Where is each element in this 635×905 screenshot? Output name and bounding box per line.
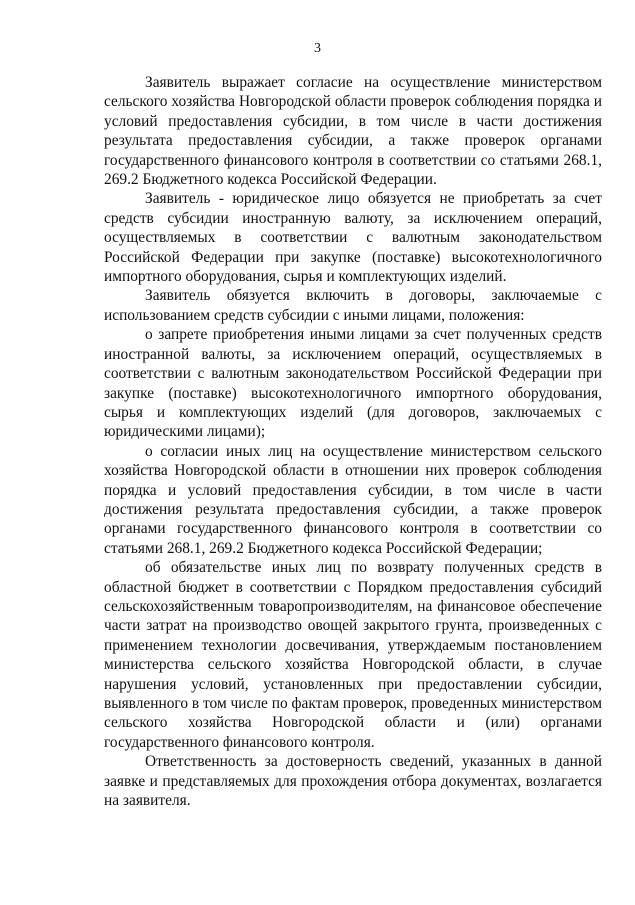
paragraph-currency-obligation: Заявитель - юридическое лицо обязуется не приобретать за счет средств субсидии иностранную валюту, за исключением операций, осуществляемых в соответствии с валютным законодательством Российской Федерации при закупке (поставке) высокотехнологичного импортного оборудования, сырья и комплектующих изделий. [104,190,602,286]
paragraph-responsibility: Ответственность за достоверность сведений, указанных в данной заявке и представляемых для прохождения отбора документах, возлагается на заявителя. [104,753,602,810]
page-number: 3 [314,41,321,56]
paragraph-currency-ban-clause: о запрете приобретения иными лицами за счет полученных средств иностранной валюты, за исключением операций, осуществляемых в соответствии с валютным законодательством Российской Федерации при закупке (поставке) высокотехнологичного импортного оборудования, сырья и комплектующих изделий (для договоров, заключаемых с юридическими лицами); [104,326,602,441]
document-body [104,73,602,810]
paragraph-contract-provisions: Заявитель обязуется включить в договоры, заключаемые с использованием средств субсидии с иными лицами, положения: [104,287,602,324]
paragraph-consent-inspections: Заявитель выражает согласие на осуществление министерством сельского хозяйства Новгородской области проверок соблюдения порядка и условий предоставления субсидии, в том числе в части достижения результата предоставления субсидии, а также проверок органами государственного финансового контроля в соответствии со статьями 268.1, 269.2 Бюджетного кодекса Российской Федерации. [104,74,602,189]
paragraph-refund-obligation-clause: об обязательстве иных лиц по возврату полученных средств в областной бюджет в соответствии с Порядком предоставления субсидий сельскохозяйственным товаропроизводителям, на финансовое обеспечение части затрат на производство овощей закрытого грунта, произведенных с применением технологии досвечивания, утверждаемым постановлением министерства сельского хозяйства Новгородской области, в случае нарушения условий, установленных при предоставлении субсидии, выявленного в том числе по фактам проверок, проведенных министерством сельского хозяйства Новгородской области и (или) органами государственного финансового контроля. [104,559,602,751]
paragraph-inspection-consent-clause: о согласии иных лиц на осуществление министерством сельского хозяйства Новгородской области в отношении них проверок соблюдения порядка и условий предоставления субсидии, в том числе в части достижения результата предоставления субсидии, а также проверок органами государственного финансового контроля в соответствии со статьями 268.1, 269.2 Бюджетного кодекса Российской Федерации; [104,442,602,557]
